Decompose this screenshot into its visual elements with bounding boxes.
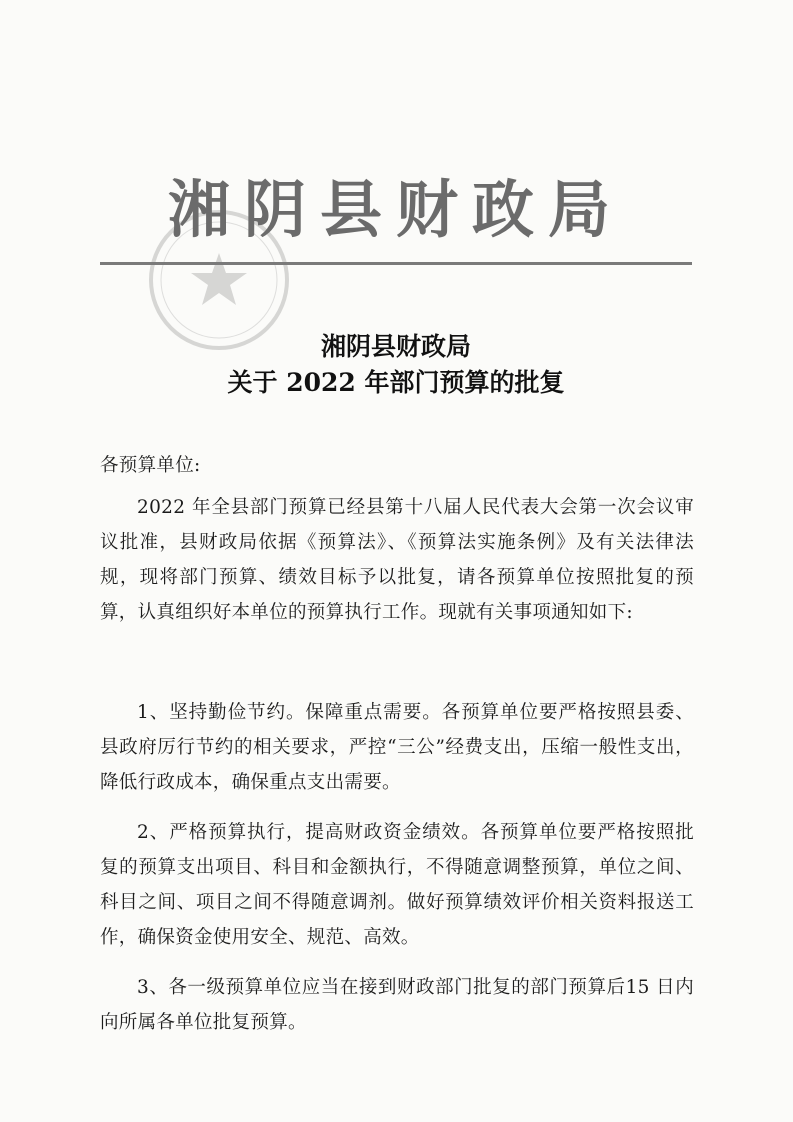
masthead-title: 湘阴县财政局 [167,173,624,246]
item-1-paragraph: 1、坚持勤俭节约。保障重点需要。各预算单位要严格按照县委、县政府厉行节约的相关要求，严控“三公”经费支出，压缩一般性支出，降低行政成本，确保重点支出需要。 [100,702,694,793]
item-2-paragraph: 2、严格预算执行，提高财政资金绩效。各预算单位要严格按照批复的预算支出项目、科目和金额执行，不得随意调整预算，单位之间、科目之间、项目之间不得随意调剂。做好预算绩效评价相关资料报送工作，确保资金使用安全、规范、高效。 [100,822,694,948]
masthead-divider [100,262,692,265]
document-title-line2: 关于 2022 年部门预算的批复 [227,368,565,397]
document-title-line1: 湘阴县财政局 [320,332,471,361]
item-3-paragraph: 3、各一级预算单位应当在接到财政部门批复的部门预算后15 日内向所属各单位批复预算。 [100,977,694,1033]
intro-paragraph: 2022 年全县部门预算已经县第十八届人民代表大会第一次会议审议批准，县财政局依据《预算法》、《预算法实施条例》及有关法律法规，现将部门预算、绩效目标予以批复，请各预算单位按照批复的预算，认真组织好本单位的预算执行工作。现就有关事项通知如下: [100,497,694,623]
salutation: 各预算单位: [100,455,201,476]
